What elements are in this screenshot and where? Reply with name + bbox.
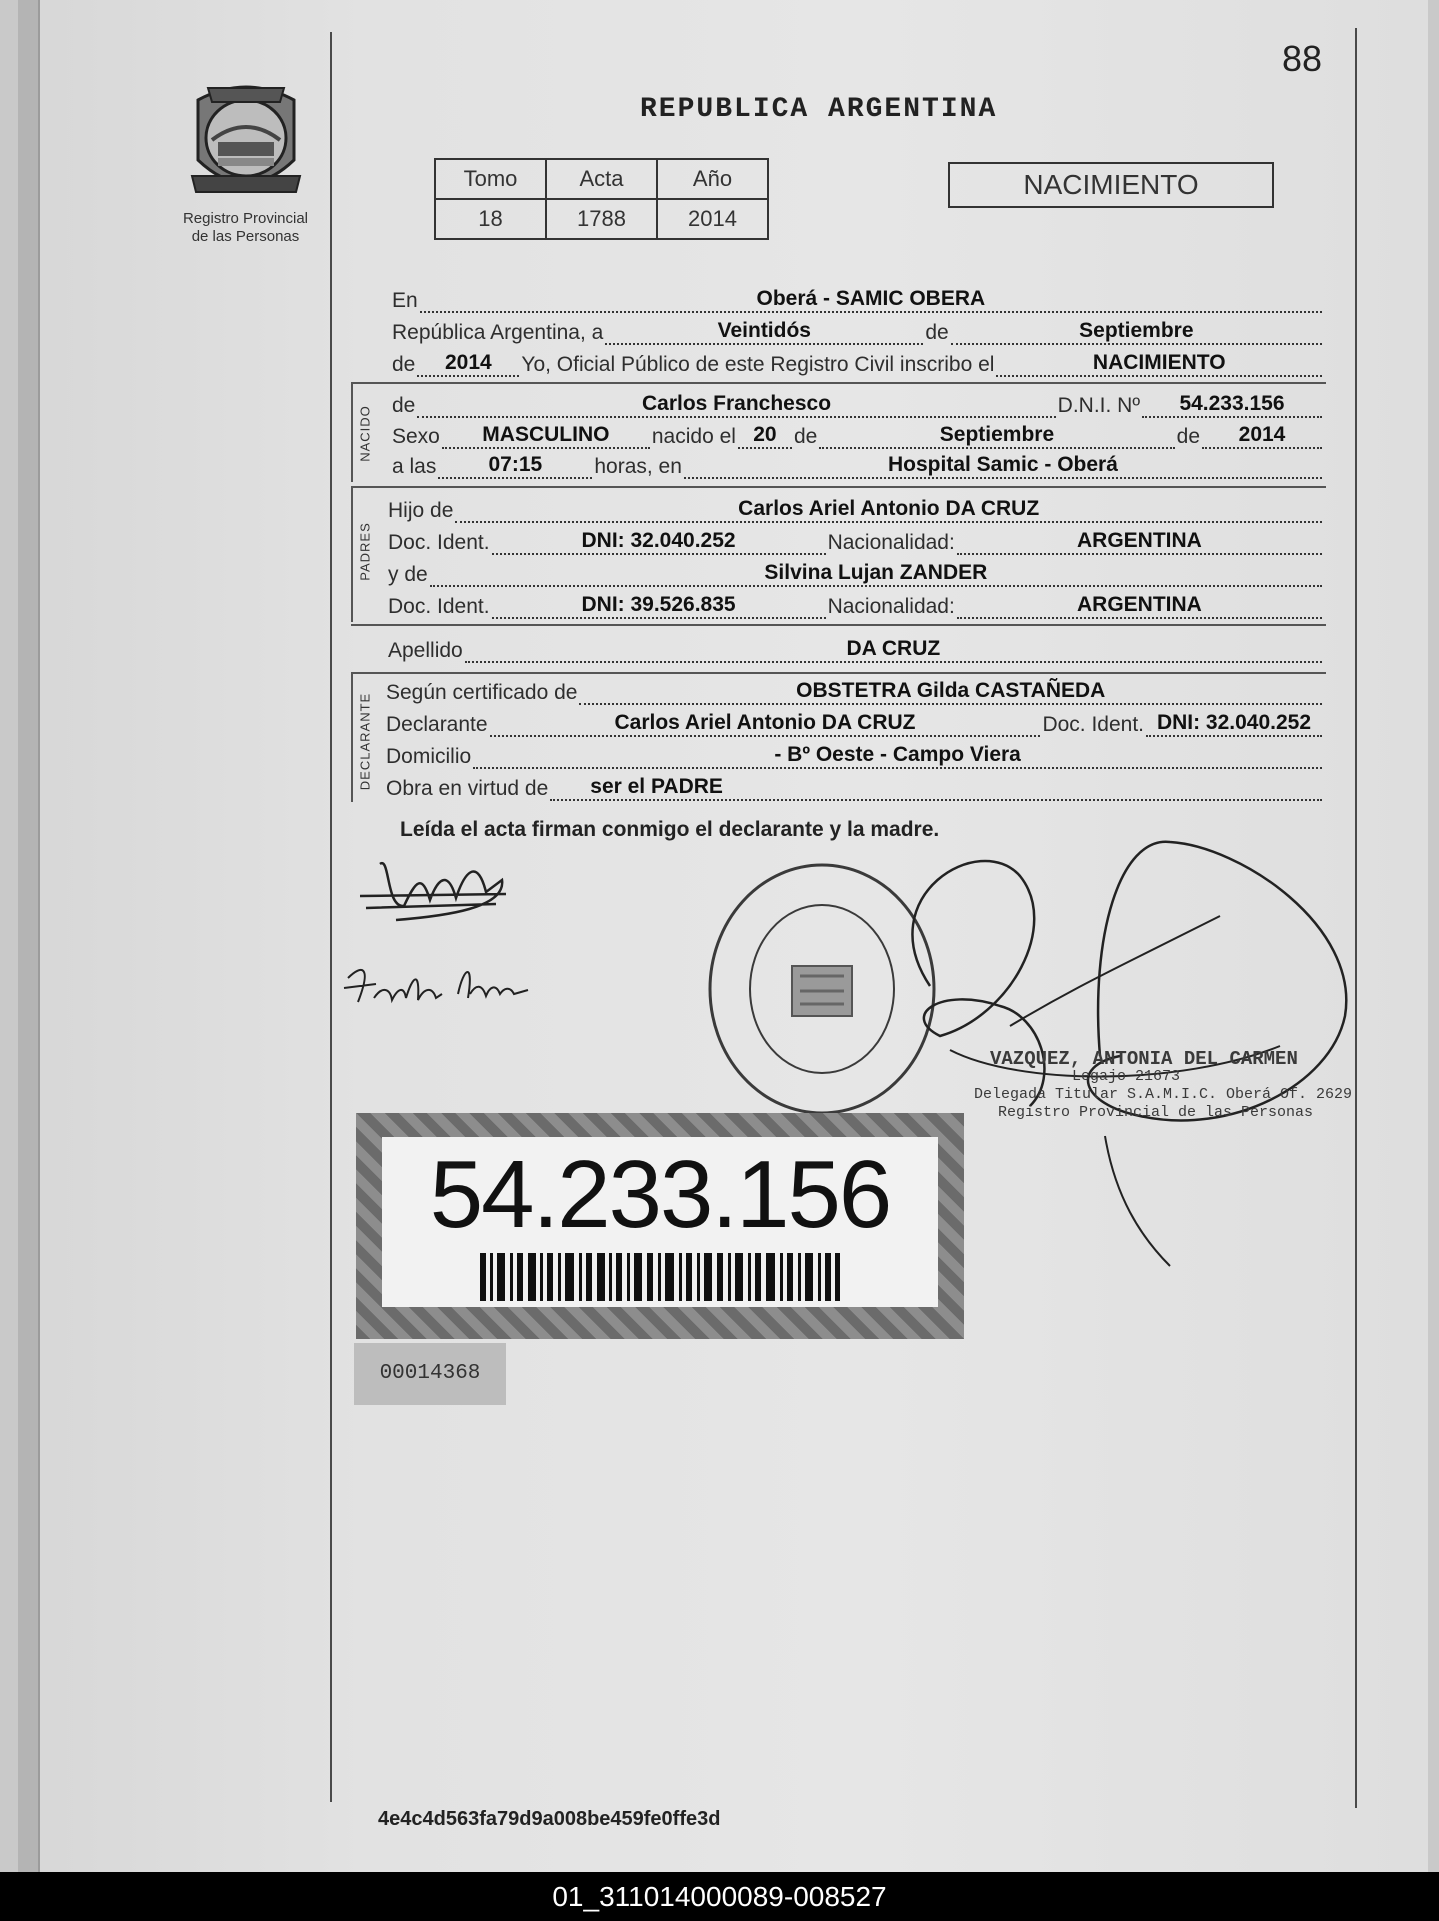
row-y-de — [388, 560, 1324, 590]
row-republica — [392, 318, 1324, 348]
apellido-label: Apellido — [388, 639, 463, 662]
declarante-doc-label: Doc. Ident. — [1042, 713, 1144, 736]
place-value: Oberá - SAMIC OBERA — [756, 287, 986, 310]
barcode-number: 54.233.156 — [429, 1141, 891, 1248]
divider-apellido — [351, 672, 1326, 674]
mother-doc-value: DNI: 39.526.835 — [581, 593, 736, 616]
a-las-label: a las — [392, 455, 437, 478]
row-hijo-de — [388, 496, 1324, 526]
mother-signature — [340, 958, 540, 1014]
day-words-value: Veintidós — [717, 319, 811, 342]
record-type-box: NACIMIENTO — [948, 162, 1274, 208]
time-value: 07:15 — [488, 453, 543, 476]
nacido-section-label: NACIDO — [357, 405, 373, 462]
page-edge — [18, 0, 40, 1872]
divider-intro — [351, 382, 1326, 384]
row-nacido-hora — [392, 452, 1324, 482]
father-doc-value: DNI: 32.040.252 — [581, 529, 736, 552]
child-name-value: Carlos Franchesco — [641, 392, 832, 415]
official-legajo: Legajo 21673 — [1072, 1068, 1181, 1085]
tomo-value: 18 — [435, 199, 546, 239]
misiones-emblem — [178, 80, 314, 200]
acta-value: 1788 — [546, 199, 657, 239]
closing-statement: Leída el acta firman conmigo el declarante y la madre. — [400, 818, 940, 841]
declarante-doc-value: DNI: 32.040.252 — [1156, 711, 1312, 734]
official-role: Delegada Titular S.A.M.I.C. Oberá Of. 2629 — [974, 1086, 1353, 1103]
father-doc-label: Doc. Ident. — [388, 531, 490, 554]
obra-value: ser el PADRE — [590, 775, 723, 798]
anio-header: Año — [657, 159, 768, 199]
y-de-label: y de — [388, 563, 428, 586]
row-certificado — [386, 678, 1324, 708]
republica-label: República Argentina, a — [392, 321, 604, 344]
birth-month-value: Septiembre — [939, 423, 1055, 446]
declarante-label: Declarante — [386, 713, 488, 736]
domicilio-label: Domicilio — [386, 745, 472, 768]
row-obra — [386, 774, 1324, 804]
father-nationality-value: ARGENTINA — [1076, 529, 1202, 552]
declarante-name-value: Carlos Ariel Antonio DA CRUZ — [614, 711, 916, 734]
document-hash: 4e4c4d563fa79d9a008be459fe0ffe3d — [378, 1808, 721, 1830]
page-number: 88 — [1282, 38, 1323, 79]
dni-label: D.N.I. Nº — [1057, 394, 1140, 417]
declarante-signature — [356, 850, 516, 922]
certificado-value: OBSTETRA Gilda CASTAÑEDA — [796, 679, 1106, 702]
en-label: En — [392, 289, 418, 312]
certificado-label: Según certificado de — [386, 681, 578, 704]
row-nacido-sexo — [392, 422, 1324, 452]
row-en — [392, 286, 1324, 316]
official-org: Registro Provincial de las Personas — [998, 1104, 1314, 1121]
father-nationality-label: Nacionalidad: — [827, 531, 955, 554]
row-mother-doc — [388, 592, 1324, 622]
barcode-bars — [480, 1253, 840, 1301]
barcode-sticker — [356, 1113, 964, 1339]
nacido-de-label: de — [392, 394, 416, 417]
row-declarante — [386, 710, 1324, 740]
row-father-doc — [388, 528, 1324, 558]
domicilio-value: - Bº Oeste - Campo Viera — [774, 743, 1021, 766]
obra-label: Obra en virtud de — [386, 777, 549, 800]
mother-name-value: Silvina Lujan ZANDER — [764, 561, 988, 584]
logo-caption-line1: Registro Provincial — [182, 210, 309, 227]
month-value: Septiembre — [1079, 319, 1194, 342]
mother-doc-label: Doc. Ident. — [388, 595, 490, 618]
official-name: VAZQUEZ, ANTONIA DEL CARMEN — [990, 1048, 1298, 1070]
row-domicilio — [386, 742, 1324, 772]
official-stamp-text — [974, 1050, 1352, 1122]
padres-side-divider — [351, 486, 353, 622]
nacido-el-label: nacido el — [651, 425, 736, 448]
birth-day-value: 20 — [753, 423, 777, 446]
apellido-value: DA CRUZ — [846, 637, 941, 660]
row-nacido-name — [392, 391, 1324, 421]
row-apellido — [388, 636, 1324, 666]
father-name-value: Carlos Ariel Antonio DA CRUZ — [738, 497, 1040, 520]
serial-stamp: 00014368 — [354, 1343, 506, 1405]
sexo-value: MASCULINO — [482, 423, 610, 446]
child-dni-value: 54.233.156 — [1179, 392, 1285, 415]
document-title: REPUBLICA ARGENTINA — [640, 94, 998, 125]
row-year — [392, 350, 1324, 380]
reference-table — [434, 158, 769, 240]
anio-value: 2014 — [657, 199, 768, 239]
left-margin-line — [330, 32, 332, 1802]
oficial-text: Yo, Oficial Público de este Registro Civil inscribo el — [521, 353, 995, 376]
year-value: 2014 — [445, 351, 492, 374]
nacido-de-label-2: de — [793, 425, 818, 448]
de-label: de — [925, 321, 949, 344]
divider-nacido — [351, 486, 1326, 488]
scan-filename-footer: 01_311014000089-008527 — [0, 1872, 1439, 1921]
sexo-label: Sexo — [392, 425, 440, 448]
acta-header: Acta — [546, 159, 657, 199]
logo-caption-line2: de las Personas — [191, 228, 300, 245]
padres-section-label: PADRES — [357, 522, 373, 581]
declarante-side-divider — [351, 672, 353, 802]
year-prefix: de — [392, 353, 416, 376]
horas-label: horas, en — [594, 455, 682, 478]
divider-padres — [351, 624, 1326, 626]
birth-place-value: Hospital Samic - Oberá — [888, 453, 1118, 476]
nacido-side-divider — [351, 382, 353, 482]
mother-nationality-value: ARGENTINA — [1076, 593, 1202, 616]
nacido-de-label-3: de — [1176, 425, 1200, 448]
logo-caption — [168, 210, 323, 246]
tomo-header: Tomo — [435, 159, 546, 199]
mother-nationality-label: Nacionalidad: — [827, 595, 955, 618]
birth-year-value: 2014 — [1238, 423, 1286, 446]
hijo-de-label: Hijo de — [388, 499, 454, 522]
act-value: NACIMIENTO — [1092, 351, 1226, 374]
declarante-section-label: DECLARANTE — [357, 692, 373, 791]
